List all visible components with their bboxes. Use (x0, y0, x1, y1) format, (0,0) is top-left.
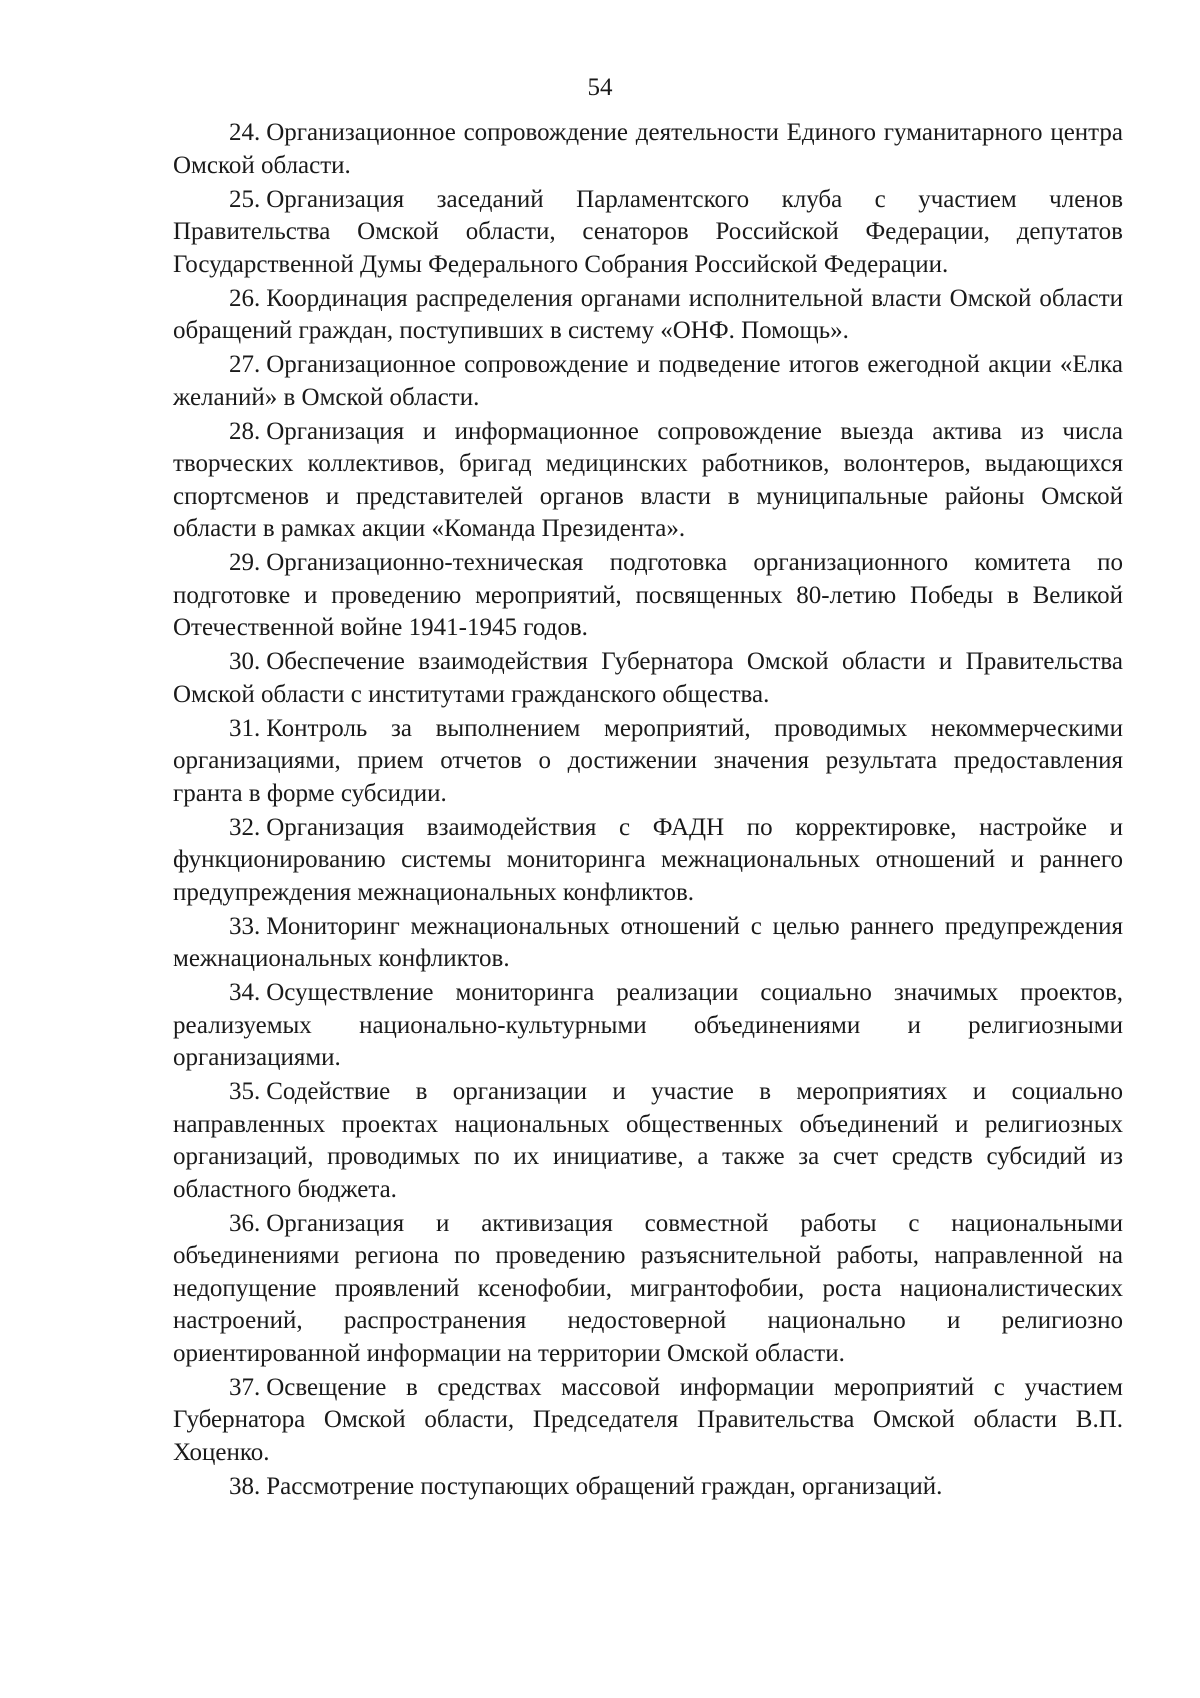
item-number: 37. (229, 1373, 261, 1401)
page-number: 54 (587, 74, 613, 101)
item-text: Организация и активизация совместной работы с национальными объединениями региона по проведению разъяснительной работы, направленной на недопущение проявлений ксенофобии, мигрантофобии, роста националистических настроений, распространения недостоверной национально и религиозно ориентированной информации на территории Омской области. (173, 1209, 1123, 1367)
list-item (173, 812, 1123, 910)
item-number: 34. (229, 979, 261, 1006)
item-number: 29. (229, 549, 261, 576)
list-item (173, 1208, 1123, 1371)
document-body (173, 117, 1123, 1505)
item-text: Обеспечение взаимодействия Губернатора Омской области и Правительства Омской области с институтами гражданского общества. (173, 648, 1123, 708)
item-text: Освещение в средствах массовой информации мероприятий с участием Губернатора Омской области, Председателя Правительства Омской области В.П. Хоценко. (173, 1373, 1123, 1466)
item-text: Координация распределения органами исполнительной власти Омской области обращений граждан, поступивших в систему «ОНФ. Помощь». (173, 284, 1123, 344)
item-text: Организационное сопровождение деятельности Единого гуманитарного центра Омской области. (173, 119, 1123, 179)
list-item (173, 1076, 1123, 1206)
item-number: 33. (229, 912, 261, 940)
list-item (173, 1471, 1123, 1504)
item-number: 27. (229, 351, 261, 378)
list-item (173, 117, 1123, 182)
list-item (173, 713, 1123, 811)
item-number: 28. (229, 417, 261, 445)
item-text: Содействие в организации и участие в мероприятиях и социально направленных проектах национальных общественных объединений и религиозных организаций, проводимых по их инициативе, а также за счет средств субсидий из областного бюджета. (173, 1078, 1123, 1203)
item-number: 25. (229, 185, 261, 213)
item-number: 32. (229, 813, 261, 841)
list-item (173, 646, 1123, 711)
item-number: 30. (229, 648, 261, 675)
list-item (173, 547, 1123, 645)
list-item (173, 184, 1123, 282)
item-text: Организация взаимодействия с ФАДН по корректировке, настройке и функционированию системы мониторинга межнациональных отношений и раннего предупреждения межнациональных конфликтов. (173, 813, 1123, 906)
list-item (173, 911, 1123, 976)
list-item (173, 977, 1123, 1075)
item-text: Организационно-техническая подготовка организационного комитета по подготовке и проведению мероприятий, посвященных 80-летию Победы в Великой Отечественной войне 1941-1945 годов. (173, 549, 1123, 641)
item-text: Организационное сопровождение и подведение итогов ежегодной акции «Елка желаний» в Омской области. (173, 351, 1123, 411)
list-item (173, 416, 1123, 546)
item-number: 24. (229, 119, 261, 146)
item-text: Рассмотрение поступающих обращений граждан, организаций. (266, 1472, 943, 1500)
item-number: 35. (229, 1078, 261, 1105)
item-text: Организация заседаний Парламентского клуба с участием членов Правительства Омской области, сенаторов Российской Федерации, депутатов Государственной Думы Федерального Собрания Российской Федерации. (173, 185, 1123, 278)
item-text: Осуществление мониторинга реализации социально значимых проектов, реализуемых национально-культурными объединениями и религиозными организациями. (173, 979, 1123, 1071)
item-number: 36. (229, 1209, 261, 1237)
item-text: Мониторинг межнациональных отношений с целью раннего предупреждения межнациональных конфликтов. (173, 912, 1123, 972)
item-number: 31. (229, 714, 261, 742)
list-item (173, 349, 1123, 414)
item-number: 26. (229, 284, 261, 312)
list-item (173, 283, 1123, 348)
item-text: Организация и информационное сопровождение выезда актива из числа творческих коллективов, бригад медицинских работников, волонтеров, выдающихся спортсменов и представителей органов власти в муниципальные районы Омской области в рамках акции «Команда Президента». (173, 417, 1123, 542)
list-item (173, 1372, 1123, 1470)
item-text: Контроль за выполнением мероприятий, проводимых некоммерческими организациями, прием отчетов о достижении значения результата предоставления гранта в форме субсидии. (173, 714, 1123, 807)
item-number: 38. (229, 1472, 261, 1500)
